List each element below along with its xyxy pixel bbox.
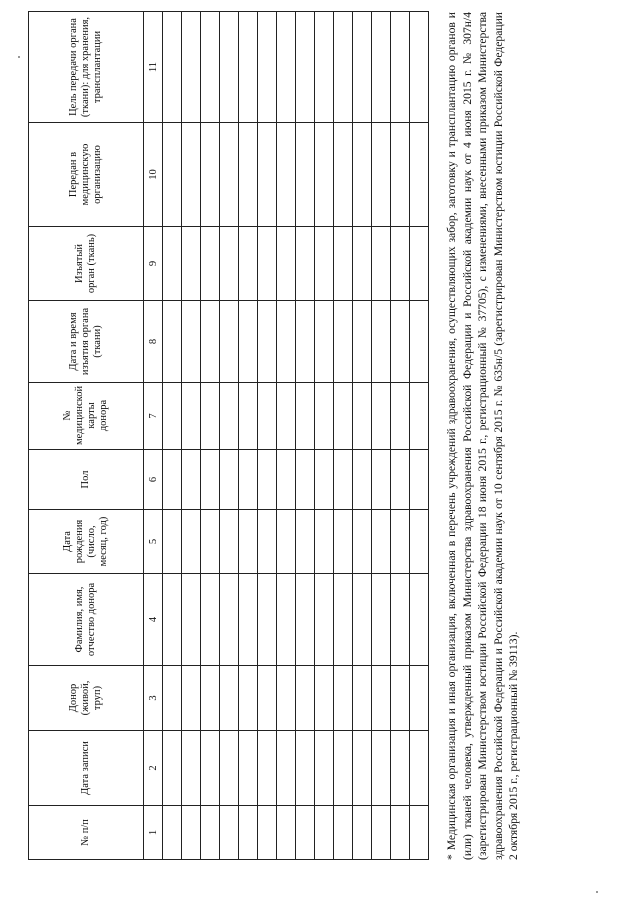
header-label: Дата рождения (число, месяц, год) (61, 516, 110, 567)
table-cell (315, 383, 334, 450)
header-label: Передан в медицинскую организацию (67, 143, 104, 206)
table-cell (391, 510, 410, 574)
header-cell (29, 450, 144, 510)
column-number-cell: 3 (144, 666, 163, 731)
table-cell (239, 510, 258, 574)
table-cell (315, 806, 334, 860)
table-cell (315, 574, 334, 666)
table-cell (239, 123, 258, 227)
table-cell (391, 806, 410, 860)
header-label: Донор (живой, труп) (67, 680, 104, 716)
table-cell (163, 227, 182, 301)
header-cell (29, 666, 144, 731)
table-cell (277, 123, 296, 227)
column-number-cell: 11 (144, 12, 163, 123)
table-row (182, 12, 201, 860)
table-cell (410, 12, 429, 123)
table-cell (277, 666, 296, 731)
table-cell (296, 574, 315, 666)
table-cell (410, 123, 429, 227)
table-cell (315, 450, 334, 510)
table-cell (201, 666, 220, 731)
table-cell (182, 806, 201, 860)
table-row (353, 12, 372, 860)
table-cell (258, 574, 277, 666)
table-cell (239, 666, 258, 731)
header-label: Фамилия, имя, отчество донора (73, 582, 97, 657)
table-cell (258, 666, 277, 731)
header-cell (29, 806, 144, 860)
table-cell (201, 301, 220, 383)
table-cell (277, 806, 296, 860)
table-cell (182, 666, 201, 731)
table-cell (220, 806, 239, 860)
table-cell (391, 227, 410, 301)
table-cell (372, 227, 391, 301)
header-cell (29, 301, 144, 383)
table-cell (296, 450, 315, 510)
header-cell (29, 383, 144, 450)
table-cell (220, 123, 239, 227)
table-cell (258, 731, 277, 806)
table-cell (391, 731, 410, 806)
table-cell (296, 806, 315, 860)
table-cell (391, 12, 410, 123)
table-cell (220, 510, 239, 574)
table-cell (239, 450, 258, 510)
table-cell (372, 123, 391, 227)
table-cell (277, 574, 296, 666)
header-label: Пол (79, 470, 91, 489)
table-cell (410, 450, 429, 510)
table-cell (182, 227, 201, 301)
table-cell (296, 123, 315, 227)
table-row (239, 12, 258, 860)
header-label: Дата и время изъятия органа (ткани) (67, 307, 104, 376)
table-cell (239, 301, 258, 383)
table-cell (353, 731, 372, 806)
table-cell (258, 301, 277, 383)
table-cell (258, 806, 277, 860)
table-cell (353, 806, 372, 860)
table-cell (410, 383, 429, 450)
scan-speck (596, 891, 598, 893)
table-cell (372, 12, 391, 123)
table-cell (201, 123, 220, 227)
table-cell (220, 574, 239, 666)
table-cell (410, 301, 429, 383)
table-row (410, 12, 429, 860)
table-cell (239, 12, 258, 123)
table-cell (410, 510, 429, 574)
header-label: № п/п (79, 819, 91, 846)
table-cell (182, 123, 201, 227)
header-cell (29, 123, 144, 227)
table-cell (372, 806, 391, 860)
table-cell (410, 731, 429, 806)
table-cell (201, 383, 220, 450)
table-cell (353, 450, 372, 510)
table-cell (220, 731, 239, 806)
table-cell (372, 574, 391, 666)
table-cell (391, 666, 410, 731)
table-cell (277, 383, 296, 450)
column-number-cell: 2 (144, 731, 163, 806)
table-cell (334, 12, 353, 123)
header-label: Изъятый орган (ткань) (73, 233, 97, 294)
table-cell (410, 227, 429, 301)
table-cell (182, 510, 201, 574)
table-cell (334, 301, 353, 383)
table-cell (315, 123, 334, 227)
table-cell (296, 383, 315, 450)
header-label: Дата записи (79, 741, 91, 795)
table-cell (334, 731, 353, 806)
table-cell (391, 123, 410, 227)
footnote: * Медицинская организация и иная организация, включенная в перечень учреждений здравоохранения, осуществляющих забор, заготовку и трансплантацию органов и (или) тканей человека, утвержденный приказом Министерства здравоохранения Российской Федерации и Российской академии наук от 4 июня 2015 г. № 307н/4 (зарегистрирован Министерством юстиции Российской Федерации 18 июня 2015 г., регистрационный № 37705), с изменениями, внесенными приказом Министерства здравоохранения Российской Федерации и Российской академии наук от 10 сентября 2015 г. № 635н/5 (зарегистрирован Министерством юстиции Российской Федерации 2 октября 2015 г., регистрационный № 39113). (445, 12, 521, 860)
table-cell (258, 450, 277, 510)
table-cell (296, 731, 315, 806)
table-cell (201, 227, 220, 301)
table-header-row (29, 12, 144, 860)
table-cell (315, 227, 334, 301)
table-cell (410, 666, 429, 731)
table-cell (372, 301, 391, 383)
table-row (220, 12, 239, 860)
table-cell (163, 510, 182, 574)
table-cell (182, 383, 201, 450)
table-cell (372, 450, 391, 510)
table-cell (296, 666, 315, 731)
table-cell (277, 510, 296, 574)
table-row (277, 12, 296, 860)
table-row (201, 12, 220, 860)
table-cell (182, 574, 201, 666)
table-cell (334, 574, 353, 666)
table-row (334, 12, 353, 860)
table-cell (163, 574, 182, 666)
column-number-cell: 8 (144, 301, 163, 383)
table-cell (220, 301, 239, 383)
table-cell (163, 731, 182, 806)
table-cell (163, 806, 182, 860)
table-cell (163, 123, 182, 227)
table-cell (258, 510, 277, 574)
table-cell (372, 731, 391, 806)
table-cell (315, 731, 334, 806)
header-cell (29, 574, 144, 666)
table-row (391, 12, 410, 860)
table-row (372, 12, 391, 860)
table-cell (334, 227, 353, 301)
table-cell (391, 574, 410, 666)
column-number-cell: 10 (144, 123, 163, 227)
table-cell (182, 450, 201, 510)
table-cell (353, 666, 372, 731)
column-number-row (144, 12, 163, 860)
table-cell (410, 574, 429, 666)
table-cell (315, 666, 334, 731)
table-cell (353, 227, 372, 301)
table-cell (334, 666, 353, 731)
table-cell (315, 301, 334, 383)
table-cell (220, 383, 239, 450)
table-cell (315, 12, 334, 123)
table-cell (334, 806, 353, 860)
scan-speck (18, 56, 20, 58)
column-number-cell: 6 (144, 450, 163, 510)
table-cell (353, 301, 372, 383)
table-cell (220, 12, 239, 123)
table-cell (163, 450, 182, 510)
table-row (163, 12, 182, 860)
table-cell (239, 731, 258, 806)
header-label: № медицинской карты донора (61, 385, 110, 445)
table-cell (258, 123, 277, 227)
table-cell (296, 301, 315, 383)
table-cell (372, 510, 391, 574)
table-cell (201, 510, 220, 574)
table-cell (201, 574, 220, 666)
table-cell (163, 666, 182, 731)
column-number-cell: 1 (144, 806, 163, 860)
table-cell (353, 123, 372, 227)
table-cell (220, 227, 239, 301)
table-cell (372, 666, 391, 731)
table-cell (182, 301, 201, 383)
table-cell (201, 450, 220, 510)
header-cell (29, 227, 144, 301)
table-cell (239, 383, 258, 450)
table-cell (296, 12, 315, 123)
table-cell (163, 301, 182, 383)
table-cell (315, 510, 334, 574)
table-cell (277, 12, 296, 123)
column-number-cell: 7 (144, 383, 163, 450)
table-cell (277, 227, 296, 301)
table-cell (201, 806, 220, 860)
table-cell (239, 227, 258, 301)
table-cell (391, 301, 410, 383)
table-cell (353, 510, 372, 574)
table-cell (372, 383, 391, 450)
table-row (315, 12, 334, 860)
table-cell (258, 12, 277, 123)
header-cell (29, 12, 144, 123)
table-cell (277, 450, 296, 510)
column-number-cell: 9 (144, 227, 163, 301)
table-cell (353, 12, 372, 123)
header-cell (29, 510, 144, 574)
column-number-cell: 4 (144, 574, 163, 666)
table-cell (201, 731, 220, 806)
table-cell (258, 227, 277, 301)
table-cell (410, 806, 429, 860)
table-cell (220, 666, 239, 731)
table-cell (258, 383, 277, 450)
table-cell (182, 731, 201, 806)
table-cell (334, 450, 353, 510)
table-cell (220, 450, 239, 510)
table-cell (334, 510, 353, 574)
table-cell (277, 301, 296, 383)
table-cell (296, 227, 315, 301)
table-cell (201, 12, 220, 123)
table-cell (277, 731, 296, 806)
table-cell (296, 510, 315, 574)
table-row (296, 12, 315, 860)
donor-register-table (28, 11, 429, 860)
table-cell (239, 806, 258, 860)
table-row (258, 12, 277, 860)
table-cell (163, 383, 182, 450)
table-cell (391, 450, 410, 510)
table-cell (239, 574, 258, 666)
header-cell (29, 731, 144, 806)
table-cell (353, 383, 372, 450)
table-cell (391, 383, 410, 450)
table-cell (163, 12, 182, 123)
table-cell (334, 123, 353, 227)
table-cell (334, 383, 353, 450)
table-cell (182, 12, 201, 123)
header-label: Цель передачи органа (ткани): для хранения, трансплантации (67, 16, 104, 118)
column-number-cell: 5 (144, 510, 163, 574)
table-cell (353, 574, 372, 666)
